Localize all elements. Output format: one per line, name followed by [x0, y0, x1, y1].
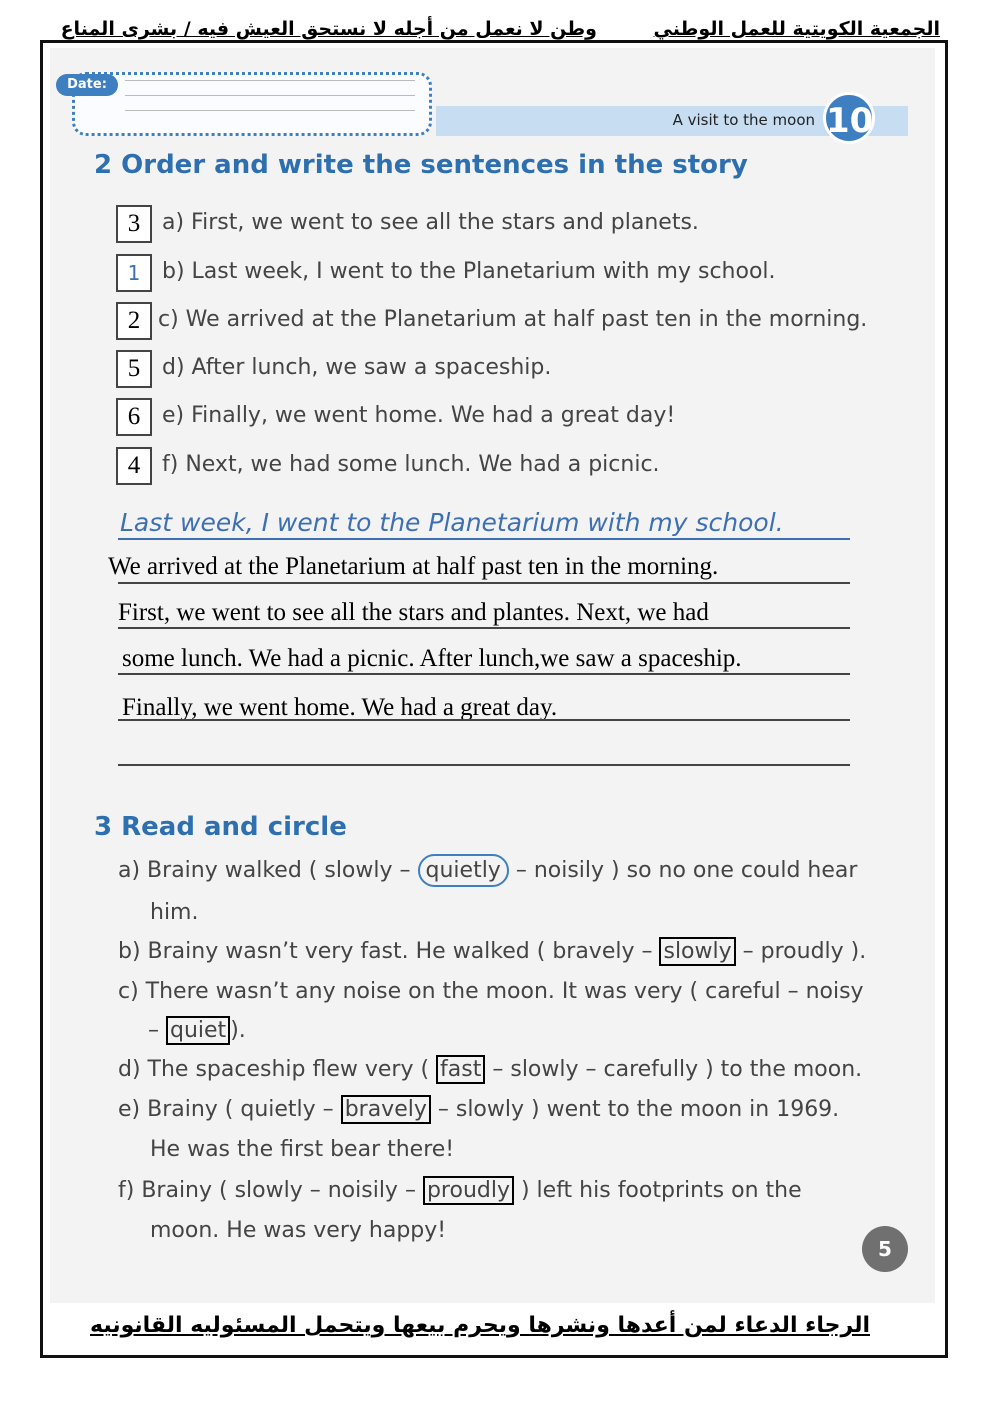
- answer-d-boxed[interactable]: fast: [436, 1055, 485, 1084]
- question-f-continued: moon. He was very happy!: [150, 1218, 447, 1243]
- question-c-text-end: ).: [230, 1018, 246, 1043]
- header-arabic: [40, 14, 952, 42]
- writing-line-5: [118, 719, 850, 721]
- order-box-e[interactable]: 6: [116, 398, 152, 436]
- question-b-text: b) Brainy wasn’t very fast. He walked ( bravely –: [118, 939, 660, 964]
- question-d-text: d) The spaceship flew very (: [118, 1057, 437, 1082]
- sentence-c: c) We arrived at the Planetarium at half past ten in the morning.: [158, 307, 868, 332]
- answer-line-4: Finally, we went home. We had a great day.: [122, 694, 558, 721]
- order-box-b[interactable]: 1: [116, 254, 152, 292]
- question-b-text-end: – proudly ).: [735, 939, 867, 964]
- question-f-text: f) Brainy ( slowly – noisily –: [118, 1178, 423, 1203]
- order-box-f[interactable]: 4: [116, 447, 152, 485]
- answer-c-boxed[interactable]: quiet: [166, 1016, 230, 1045]
- sentence-e: e) Finally, we went home. We had a great day!: [162, 403, 676, 428]
- question-c-dash: –: [148, 1018, 166, 1043]
- question-c-continued: [148, 1018, 246, 1043]
- question-e-text: e) Brainy ( quietly –: [118, 1097, 341, 1122]
- page-number: 5: [862, 1226, 908, 1272]
- answer-e-boxed[interactable]: bravely: [341, 1095, 431, 1124]
- writing-line-4: [118, 673, 850, 675]
- sentence-a: a) First, we went to see all the stars and planets.: [162, 210, 699, 235]
- question-a: [118, 858, 857, 883]
- sentence-d: d) After lunch, we saw a spaceship.: [162, 355, 552, 380]
- exercise2-title: 2 Order and write the sentences in the story: [94, 150, 748, 180]
- writing-line-6: [118, 764, 850, 766]
- date-label: Date:: [56, 74, 118, 96]
- handwritten-example-line: Last week, I went to the Planetarium with my school.: [120, 508, 784, 537]
- answer-a-circled[interactable]: quietly: [418, 854, 509, 887]
- answer-line-3: some lunch. We had a picnic. After lunch,we saw a spaceship.: [122, 645, 742, 672]
- question-b: [118, 939, 866, 964]
- date-lines: [125, 80, 415, 125]
- question-a-continued: him.: [150, 900, 199, 925]
- question-c: c) There wasn’t any noise on the moon. It was very ( careful – noisy: [118, 979, 864, 1004]
- header-association-name: الجمعية الكويتية للعمل الوطني: [653, 18, 940, 40]
- question-d: [118, 1057, 862, 1082]
- unit-title: A visit to the moon: [672, 111, 815, 129]
- question-a-text-end: – noisily ) so no one could hear: [508, 858, 858, 883]
- writing-line-3: [118, 627, 850, 629]
- order-box-d[interactable]: 5: [116, 350, 152, 388]
- order-box-c[interactable]: 2: [116, 302, 152, 340]
- answer-line-1: We arrived at the Planetarium at half past ten in the morning.: [108, 553, 719, 580]
- unit-number-badge: 10: [823, 92, 875, 144]
- question-d-text-end: – slowly – carefully ) to the moon.: [485, 1057, 863, 1082]
- question-a-text: a) Brainy walked ( slowly –: [118, 858, 418, 883]
- question-f-text-end: ) left his footprints on the: [513, 1178, 802, 1203]
- question-e-continued: He was the first bear there!: [150, 1137, 455, 1162]
- writing-line-1: [118, 538, 850, 540]
- answer-line-2: First, we went to see all the stars and plantes. Next, we had: [118, 599, 709, 626]
- sentence-b: b) Last week, I went to the Planetarium with my school.: [162, 259, 776, 284]
- exercise3-title: 3 Read and circle: [94, 812, 347, 842]
- header-author-line: وطن لا نعمل من أجله لا نستحق العيش فيه / بشرى المناع: [60, 18, 597, 40]
- question-e: [118, 1097, 839, 1122]
- sentence-f: f) Next, we had some lunch. We had a picnic.: [162, 452, 660, 477]
- question-e-text-end: – slowly ) went to the moon in 1969.: [430, 1097, 840, 1122]
- order-box-a[interactable]: 3: [116, 205, 152, 243]
- question-f: [118, 1178, 802, 1203]
- writing-line-2: [118, 582, 850, 584]
- answer-f-boxed[interactable]: proudly: [423, 1176, 514, 1205]
- footer-note: الرجاء الدعاء لمن أعدها ونشرها ويحرم بيعها ويتحمل المسئوليه القانونيه: [90, 1313, 870, 1338]
- answer-b-boxed[interactable]: slowly: [659, 937, 735, 966]
